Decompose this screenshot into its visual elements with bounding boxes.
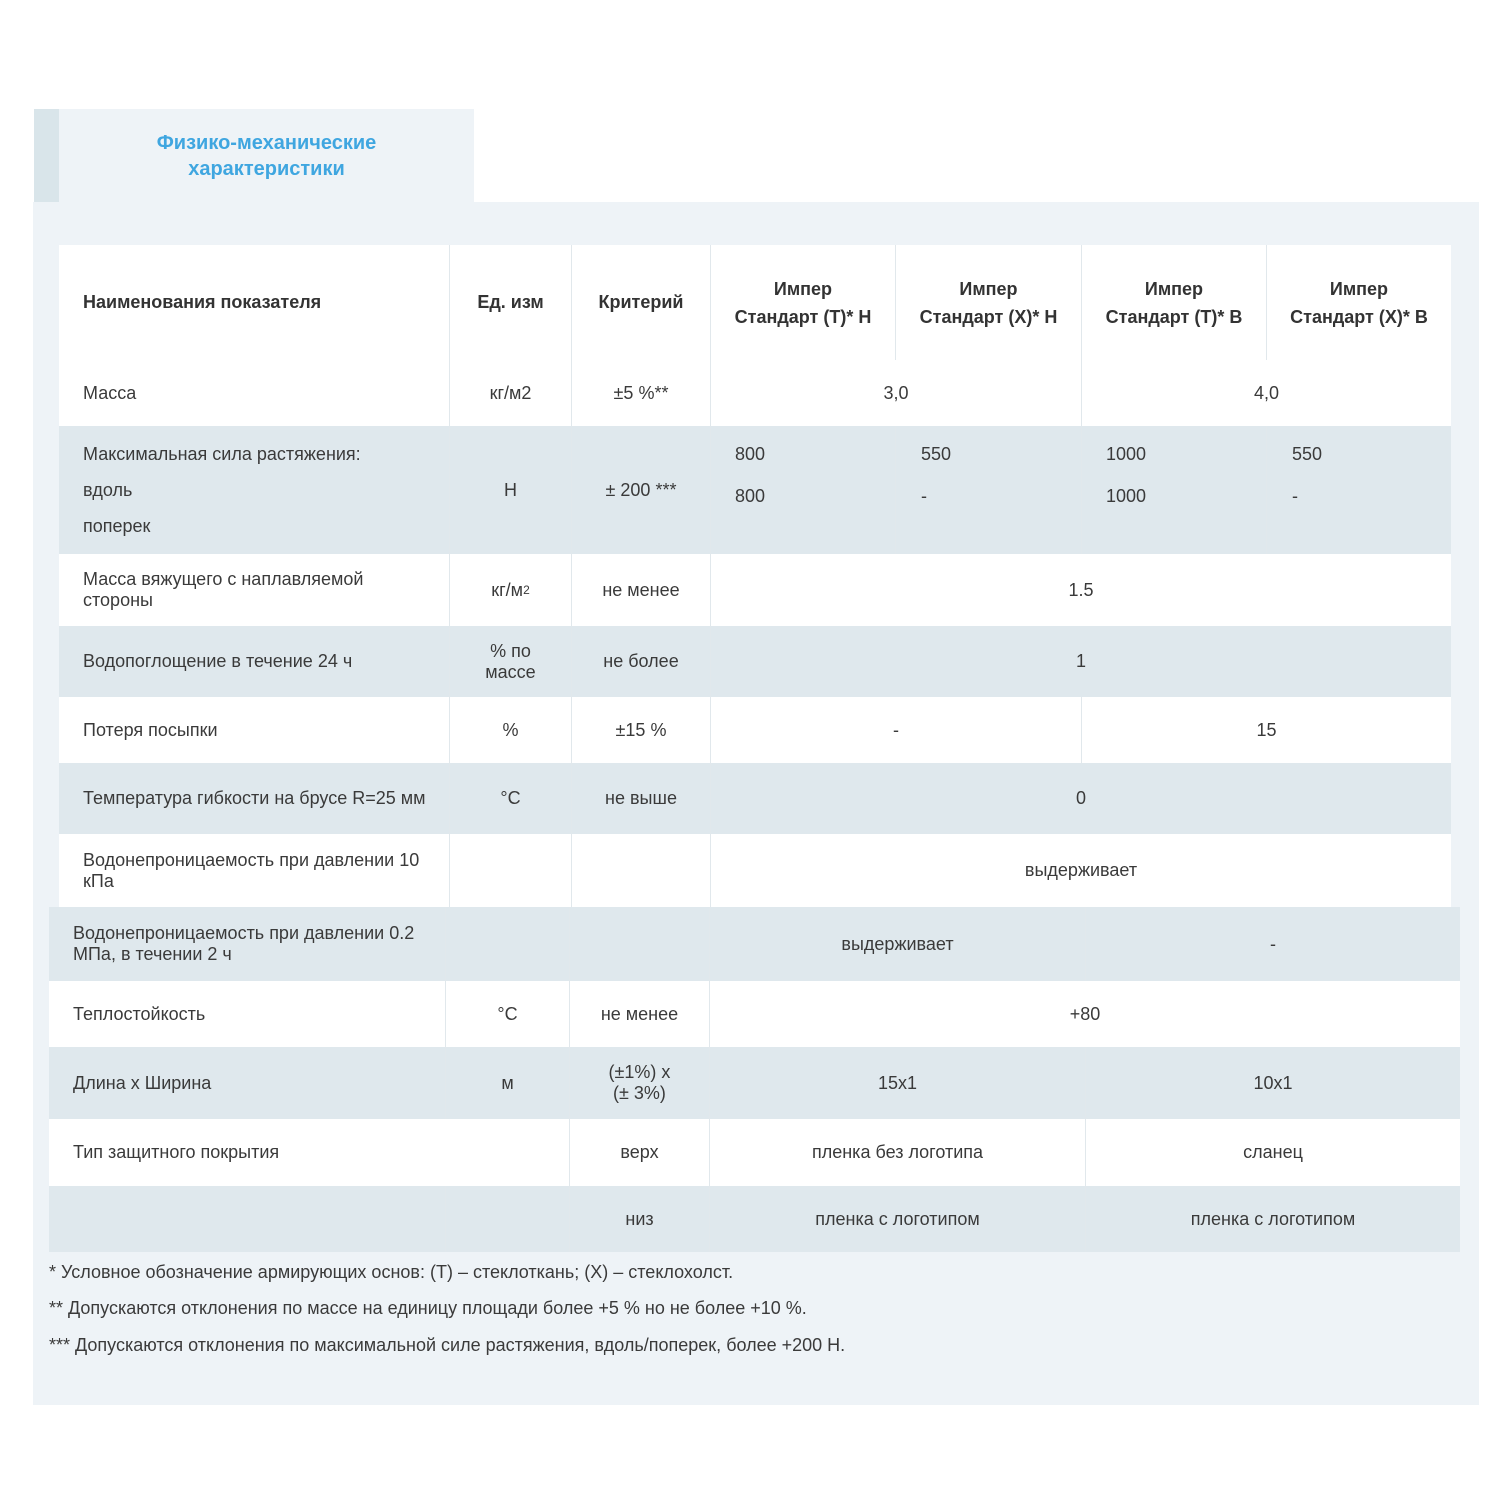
row-coating-loss-value-v: 15 [1081, 697, 1451, 763]
row-waterproof-10-unit [449, 834, 571, 907]
tensile-x-n-along: 550 [921, 443, 952, 464]
row-cover-bottom-criterion: низ [569, 1186, 709, 1252]
tensile-t-n-along: 800 [735, 443, 766, 464]
row-dimensions-value-v: 10х1 [1085, 1047, 1460, 1119]
row-heat-value: +80 [709, 981, 1460, 1047]
row-mass-value-h: 3,0 [710, 360, 1081, 426]
row-coating-loss-unit: % [449, 697, 571, 763]
row-coating-loss-value-h: - [710, 697, 1081, 763]
section-tab[interactable] [59, 109, 474, 202]
row-mass-unit: кг/м2 [449, 360, 571, 426]
row-absorption-unit: % по массе [449, 626, 571, 697]
row-cover-bottom-name [49, 1186, 445, 1252]
row-tensile-x-n [895, 426, 1081, 554]
tensile-t-v-across: 1000 [1106, 485, 1147, 506]
row-tensile-unit: Н [449, 426, 571, 554]
row-mass-criterion: ±5 %** [571, 360, 710, 426]
row-cover-bottom-value-h: пленка с логотипом [709, 1186, 1085, 1252]
row-cover-bottom-value-v: пленка с логотипом [1085, 1186, 1460, 1252]
row-binder-name: Масса вяжущего с наплавляемой стороны [59, 554, 449, 626]
tensile-along-label: вдоль [83, 479, 133, 500]
row-flexibility-name: Температура гибкости на брусе R=25 мм [59, 763, 449, 834]
binder-unit-base: кг/м [491, 579, 524, 600]
row-absorption-name: Водопоглощение в течение 24 ч [59, 626, 449, 697]
header-name: Наименования показателя [59, 245, 449, 360]
row-mass-name: Масса [59, 360, 449, 426]
section-title: Физико-механические характеристики [156, 131, 377, 180]
row-binder-criterion: не менее [571, 554, 710, 626]
row-dimensions-name: Длина х Ширина [49, 1047, 445, 1119]
dimensions-criterion-length: (±1%) х [608, 1062, 671, 1082]
header-product-x-v: Импер Стандарт (Х)* В [1266, 245, 1451, 360]
row-waterproof-02-unit [445, 907, 569, 981]
header-unit: Ед. изм [449, 245, 571, 360]
header-criterion: Критерий [571, 245, 710, 360]
footnote-3: *** Допускаются отклонения по максимальной силе растяжения, вдоль/поперек, более +200 Н. [49, 1335, 846, 1355]
row-flexibility-unit: °С [449, 763, 571, 834]
row-absorption-criterion: не более [571, 626, 710, 697]
row-tensile-t-v [1081, 426, 1266, 554]
tensile-x-v-along: 550 [1292, 443, 1323, 464]
dimensions-criterion-width: (± 3%) [613, 1083, 666, 1103]
row-tensile-criterion: ± 200 *** [571, 426, 710, 554]
tensile-t-n-across: 800 [735, 485, 766, 506]
row-mass-value-v: 4,0 [1081, 360, 1451, 426]
row-flexibility-value: 0 [710, 763, 1451, 834]
tensile-t-v-along: 1000 [1106, 443, 1147, 464]
tensile-x-n-across: - [921, 485, 927, 506]
row-tensile-x-v [1266, 426, 1451, 554]
row-waterproof-02-criterion [569, 907, 709, 981]
row-flexibility-criterion: не выше [571, 763, 710, 834]
header-product-x-n: Импер Стандарт (Х)* Н [895, 245, 1081, 360]
row-coating-loss-name: Потеря посыпки [59, 697, 449, 763]
row-dimensions-criterion [569, 1047, 709, 1119]
row-waterproof-02-value-v: - [1085, 907, 1460, 981]
row-absorption-value: 1 [710, 626, 1451, 697]
row-dimensions-value-h: 15х1 [709, 1047, 1085, 1119]
row-dimensions-unit: м [445, 1047, 569, 1119]
row-tensile-t-n [710, 426, 895, 554]
header-product-t-v: Импер Стандарт (Т)* В [1081, 245, 1266, 360]
row-heat-criterion: не менее [569, 981, 709, 1047]
row-coating-loss-criterion: ±15 % [571, 697, 710, 763]
row-binder-unit: кг/м 2 [449, 554, 571, 626]
row-heat-unit: °С [445, 981, 569, 1047]
row-waterproof-10-value: выдерживает [710, 834, 1451, 907]
row-waterproof-10-criterion [571, 834, 710, 907]
row-tensile-name [59, 426, 449, 554]
row-cover-top-value-v: сланец [1085, 1119, 1460, 1186]
footnote-2: ** Допускаются отклонения по массе на единицу площади более +5 % но не более +10 %. [49, 1298, 807, 1318]
row-binder-value: 1.5 [710, 554, 1451, 626]
tab-accent [34, 109, 59, 202]
row-cover-bottom-unit [445, 1186, 569, 1252]
tensile-title: Максимальная сила растяжения: [83, 443, 361, 464]
tensile-x-v-across: - [1292, 485, 1298, 506]
tensile-across-label: поперек [83, 515, 151, 536]
header-product-t-n: Импер Стандарт (Т)* Н [710, 245, 895, 360]
row-waterproof-02-name: Водонепроницаемость при давлении 0.2 МПа, в течении 2 ч [49, 907, 445, 981]
row-waterproof-10-name: Водонепроницаемость при давлении 10 кПа [59, 834, 449, 907]
row-waterproof-02-value-h: выдерживает [709, 907, 1085, 981]
row-cover-top-criterion: верх [569, 1119, 709, 1186]
row-cover-top-name: Тип защитного покрытия [49, 1119, 569, 1186]
row-heat-name: Теплостойкость [49, 981, 445, 1047]
footnote-1: * Условное обозначение армирующих основ: (Т) – стеклоткань; (Х) – стеклохолст. [49, 1262, 734, 1282]
row-cover-top-value-h: пленка без логотипа [709, 1119, 1085, 1186]
